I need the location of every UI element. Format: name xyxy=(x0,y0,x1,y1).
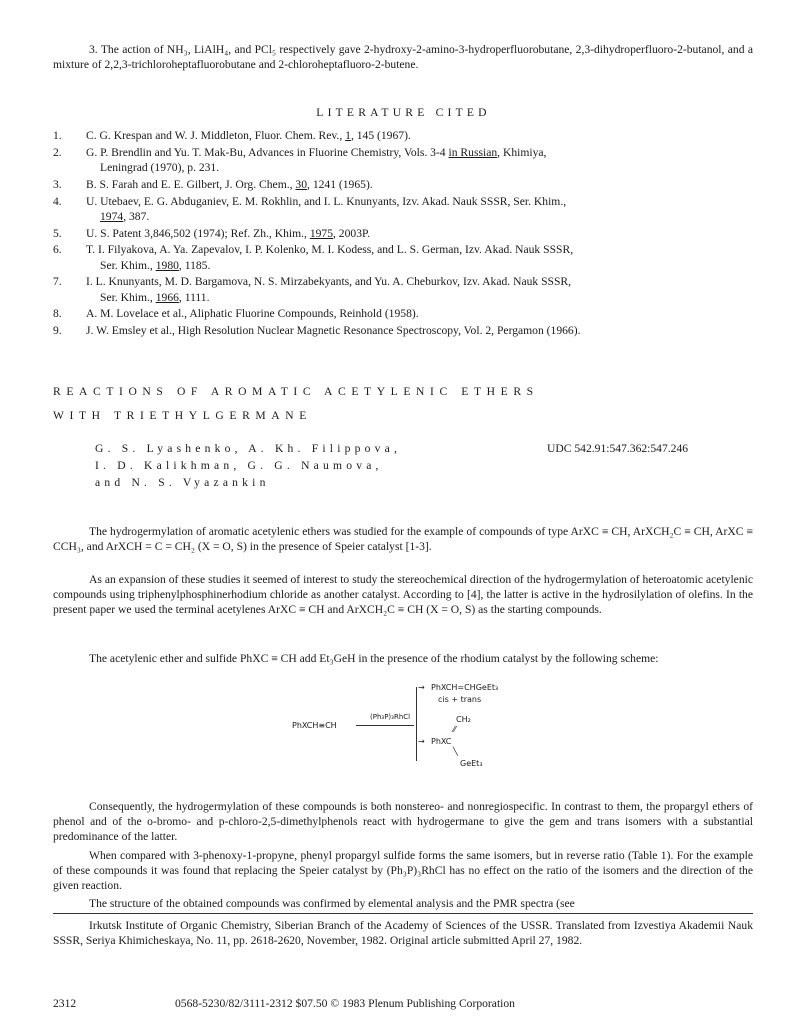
reference-text: Ser. Khim., 1966, 1111. xyxy=(100,290,210,304)
reaction-scheme xyxy=(290,683,550,788)
scheme-product-2-phxc: PhXC xyxy=(431,737,452,746)
paragraph-6: The structure of the obtained compounds was confirmed by elemental analysis and the PMR spectra (see xyxy=(89,897,575,910)
authors-line-3: and N. S. Vyazankin xyxy=(95,476,270,489)
reference-number: 3. xyxy=(53,177,62,191)
paragraph-1: The hydrogermylation of aromatic acetylenic ethers was studied for the example of compounds of type ArXC ≡ CH, ArXCH₂C ≡ CH, ArXC ≡ CCH₃, and ArXCH = C = CH₂ (X = O, S) in the presence of Speier catalyst [1-3]. xyxy=(53,525,753,553)
reference-text: C. G. Krespan and W. J. Middleton, Fluor. Chem. Rev., 1, 145 (1967). xyxy=(86,129,411,142)
paragraph-5: When compared with 3-phenoxy-1-propyne, phenyl propargyl sulfide forms the same isomers, but in reverse ratio (Table 1). For the example of these compounds it was found that replacing the Speier catalyst by (Ph₃P)₃RhCl has no effect on the ratio of the isomers and the direction of the given reaction. xyxy=(53,849,753,892)
reference-text: U. S. Patent 3,846,502 (1974); Ref. Zh., Khim., 1975, 2003P. xyxy=(86,226,371,240)
scheme-product-1-note: cis + trans xyxy=(438,695,482,704)
reference-number: 1. xyxy=(53,129,62,142)
scheme-reactant: PhXCH≡CH xyxy=(292,721,337,730)
paragraph-4: Consequently, the hydrogermylation of these compounds is both nonstereo- and nonregiospecific. In contrast to them, the propargyl ethers of phenol and of the o-bromo- and p-chloro-2,5-dimethylphenols react with hydrogermane to give the gem and trans isomers with a substantial predominance of the latter. xyxy=(53,800,753,843)
reference-text: B. S. Farah and E. E. Gilbert, J. Org. Chem., 30, 1241 (1965). xyxy=(86,177,373,191)
scheme-single-bond: ╲ xyxy=(453,747,458,756)
article-title-line-1: REACTIONS OF AROMATIC ACETYLENIC ETHERS xyxy=(53,385,539,398)
intro-item: 3. The action of NH₃, LiAlH₄, and PCl₅ respectively gave 2-hydroxy-2-amino-3-hydroperfluorobutane, 2,3-dihydroperfluoro-2-butanol, and a mixture of 2,2,3-trichloroheptafluorobutane and 2-chloroheptafluoro-2-butene. xyxy=(53,43,753,71)
reference-text: U. Utebaev, E. G. Abduganiev, E. M. Rokhlin, and I. L. Knunyants, Izv. Akad. Nauk SSSR, Ser. Khim., xyxy=(86,194,567,208)
scheme-reaction-arrow xyxy=(356,725,414,726)
scheme-product-2-ch2: CH₂ xyxy=(456,715,471,724)
scheme-arrow-upper: → xyxy=(418,683,425,692)
reference-text: I. L. Knunyants, M. D. Bargamova, N. S. Mirzabekyants, and Yu. A. Cheburkov, Izv. Akad. Nauk SSSR, xyxy=(86,275,572,289)
copyright-line: 0568-5230/82/3111-2312 $07.50 © 1983 Plenum Publishing Corporation xyxy=(175,997,515,1010)
reference-text: T. I. Filyakova, A. Ya. Zapevalov, I. P. Kolenko, M. I. Kodess, and L. S. German, Izv. Akad. Nauk SSSR, xyxy=(86,243,574,257)
paragraph-3: The acetylenic ether and sulfide PhXC ≡ CH add Et₃GeH in the presence of the rhodium catalyst by the following scheme: xyxy=(89,652,659,665)
article-title-line-2: WITH TRIETHYLGERMANE xyxy=(53,409,312,422)
reference-number: 5. xyxy=(53,226,62,240)
page-number: 2312 xyxy=(53,997,77,1010)
scheme-product-1: PhXCH=CHGeEt₃ xyxy=(431,683,499,692)
reference-number: 2. xyxy=(53,145,62,159)
reference-text: 1974, 387. xyxy=(100,209,150,223)
reference-text: G. P. Brendlin and Yu. T. Mak-Bu, Advances in Fluorine Chemistry, Vols. 3-4 in Russian, Khimiya, xyxy=(86,145,547,159)
reference-number: 6. xyxy=(53,243,62,257)
authors-line-2: I. D. Kalikhman, G. G. Naumova, xyxy=(95,459,383,472)
reference-text: Ser. Khim., 1980, 1185. xyxy=(100,258,211,272)
footnote: Irkutsk Institute of Organic Chemistry, Siberian Branch of the Academy of Sciences of the USSR. Translated from Izvestiya Akademii Nauk SSSR, Seriya Khimicheskaya, No. 11, pp. 2618-2620, November, 1982. Original article submitted April 27, 1982. xyxy=(53,919,753,947)
authors-line-1: G. S. Lyashenko, A. Kh. Filippova, xyxy=(95,442,402,455)
scheme-product-2-geet3: GeEt₃ xyxy=(460,759,483,768)
reference-number: 4. xyxy=(53,194,62,208)
reference-text: J. W. Emsley et al., High Resolution Nuclear Magnetic Resonance Spectroscopy, Vol. 2, Pergamon (1966). xyxy=(86,324,581,338)
reference-text: A. M. Lovelace et al., Aliphatic Fluorine Compounds, Reinhold (1958). xyxy=(86,307,419,321)
reference-text: Leningrad (1970), p. 231. xyxy=(100,160,220,174)
udc-code: UDC 542.91:547.362:547.246 xyxy=(547,442,689,455)
paragraph-2: As an expansion of these studies it seemed of interest to study the stereochemical direction of the hydrogermylation of heteroatomic acetylenic compounds using triphenylphosphinerhodium chloride as another catalyst. According to [4], the latter is active in the hydrosilylation of olefins. In the present paper we used the terminal acetylenes ArXC ≡ CH and ArXCH₂C ≡ CH (X = O, S) as the starting compounds. xyxy=(53,573,753,616)
scheme-branch-bracket xyxy=(416,687,417,761)
scheme-double-bond: ⁄⁄ xyxy=(453,725,456,734)
reference-number: 7. xyxy=(53,275,62,289)
footnote-divider xyxy=(53,913,753,914)
literature-cited-heading: LITERATURE CITED xyxy=(316,106,491,119)
reference-number: 9. xyxy=(53,324,62,338)
reference-number: 8. xyxy=(53,307,62,321)
scheme-arrow-lower: → xyxy=(418,737,425,746)
scheme-catalyst: (Ph₃P)₃RhCl xyxy=(370,713,411,721)
